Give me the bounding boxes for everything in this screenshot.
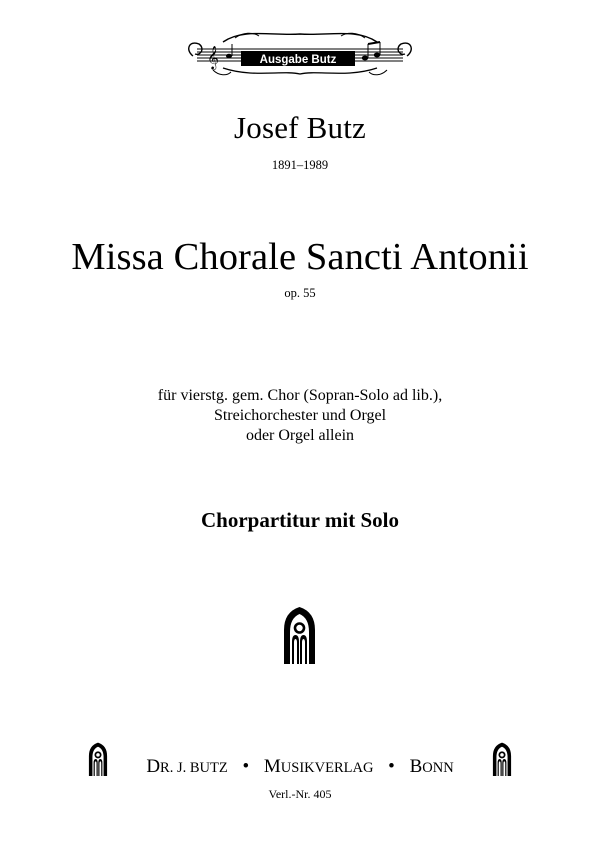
- publisher-initial: M: [263, 756, 281, 777]
- svg-text:𝄞: 𝄞: [207, 45, 219, 69]
- logo-label: Ausgabe Butz: [259, 54, 337, 66]
- publisher-city: ONN: [422, 760, 454, 776]
- verlag-number: Verl.-Nr. 405: [268, 787, 332, 801]
- composer-dates: 1891–1989: [271, 158, 329, 172]
- opus-number: op. 55: [284, 286, 316, 300]
- publisher-name: R. J. BUTZ: [160, 760, 228, 776]
- gothic-window-icon: [281, 606, 318, 664]
- separator-dot: •: [242, 756, 250, 777]
- publisher-initial: D: [146, 756, 161, 777]
- composer-name: Josef Butz: [233, 110, 366, 145]
- publisher-type: USIKVERLAG: [280, 760, 374, 776]
- publisher-line: [0, 756, 600, 778]
- edition-type: Chorpartitur mit Solo: [201, 508, 399, 532]
- publisher-initial: B: [409, 756, 423, 777]
- scoring-line: Streichorchester und Orgel: [213, 407, 387, 424]
- scoring-line: oder Orgel allein: [245, 427, 355, 444]
- ornamental-music-banner-icon: [183, 22, 417, 82]
- ausgabe-butz-logo: [183, 22, 417, 82]
- work-title: Missa Chorale Sancti Antonii: [71, 236, 529, 278]
- scoring-line: für vierstg. gem. Chor (Sopran-Solo ad lib.),: [157, 387, 443, 404]
- scoring-description: [0, 386, 600, 446]
- separator-dot: •: [388, 756, 395, 777]
